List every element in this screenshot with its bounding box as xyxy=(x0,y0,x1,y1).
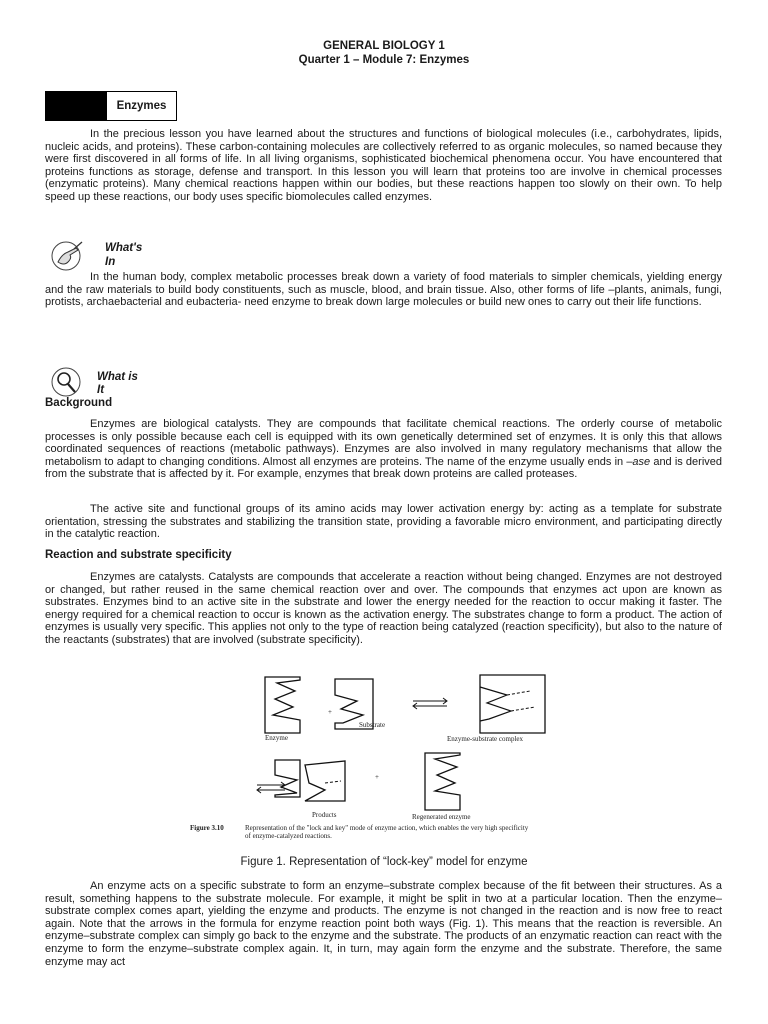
whats-in-paragraph: In the human body, complex metabolic processes break down a variety of food materials to simpler chemicals, yielding energy and the raw materials to build body constituents, such as muscle, blood, and brain tissue. Also, other forms of life –plants, animals, fungi, protists, archaebacterial and eubacteria- need enzyme to break down large molecules or build new ones to carry out their life functions. xyxy=(45,271,722,309)
what-is-it-heading-line1: What is xyxy=(97,371,138,383)
figure-caption: Figure 1. Representation of “lock-key” model for enzyme xyxy=(240,856,528,868)
what-is-it-heading-line2: It xyxy=(97,384,105,396)
banner-black-block xyxy=(45,91,106,121)
document-title: GENERAL BIOLOGY 1 xyxy=(323,40,445,52)
magnifier-icon xyxy=(50,366,88,396)
label-complex: Enzyme-substrate complex xyxy=(447,735,524,743)
banner-label: Enzymes xyxy=(116,100,167,112)
bg-p1-text-a: Enzymes are biological catalysts. They are compounds that facilitate chemical reactions. The orderly course of metabolic processes is only possible because each cell is equipped with its own genetically determined set of enzymes. It is only this that allows coordinated sequences of reactions (metabolic pathways). Enzymes are also involved in many regulatory mechanisms that allow the metabolism to adapt to changing conditions. Almost all enzymes are proteins. The name of the enzyme usually ends in xyxy=(45,418,722,468)
hand-writing-icon xyxy=(50,240,88,270)
product-1 xyxy=(275,760,300,797)
complex-bonds xyxy=(507,691,535,711)
background-paragraph-2: The active site and functional groups of its amino acids may lower activation energy by: acting as a template for substrate orientation, stressing the substrates and stabilizing the transition state, providing a favorable micro environment, and participating directly in the catalytic reaction. xyxy=(45,503,722,541)
whats-in-heading-line2: In xyxy=(105,256,116,268)
lock-key-figure xyxy=(185,665,625,845)
closing-paragraph: An enzyme acts on a specific substrate to form an enzyme–substrate complex because of the fit between their structures. As a result, something happens to the substrate molecule. For example, it might be split in two at a particular location. Then the enzyme–substrate complex comes apart, yielding the enzyme and products. The enzyme is not changed in the reaction and is now free to react again. Note that the arrows in the formula for enzyme reaction point both ways (Fig. 1). This means that the reaction is reversible. An enzyme–substrate complex can simply go back to the enzyme and the substrate. The products of an enzymatic reaction can react with the enzyme to form the enzyme–substrate complex again. It, in turn, may again form the enzyme and the substrate. Therefore, the same enzyme may act xyxy=(45,880,722,968)
bg-p1-text-b: and is derived from the substrate that is affected by it. For example, enzymes that break down proteins are called proteases. xyxy=(45,455,723,481)
label-plus-2: + xyxy=(375,773,379,781)
book-caption-line1: Representation of the "lock and key" mode of enzyme action, which enables the very high specificity xyxy=(245,824,529,832)
label-enzyme: Enzyme xyxy=(265,734,288,742)
complex-interface xyxy=(480,687,511,721)
book-caption-number: Figure 3.10 xyxy=(190,824,224,832)
document-subtitle: Quarter 1 – Module 7: Enzymes xyxy=(298,54,470,66)
enzyme-shape xyxy=(265,677,300,733)
label-substrate: Substrate xyxy=(359,721,386,729)
section-banner xyxy=(45,91,177,121)
book-caption-line2: of enzyme-catalyzed reactions. xyxy=(245,832,332,840)
product-2 xyxy=(305,761,345,801)
specificity-paragraph: Enzymes are catalysts. Catalysts are compounds that accelerate a reaction without being changed. Enzymes are not destroyed or changed, but rather reused in the same chemical reaction over and over. The compounds that enzymes act upon are known as substrates. Enzymes bind to an active site in the substrate and lower the energy needed for the reaction to occur making it faster. The energy required for a chemical reaction to occur is known as the activation energy. The substrates change to form a product. The action of enzymes is usually very specific. This applies not only to the type of reaction being catalyzed (reaction specificity), but also to the nature of the reactants (substrates) that are involved (substrate specificity). xyxy=(45,571,722,646)
label-regenerated: Regenerated enzyme xyxy=(412,813,471,821)
background-heading: Background xyxy=(45,397,113,409)
bg-p1-suffix: –ase xyxy=(626,455,651,468)
banner-label-box xyxy=(106,91,177,121)
regenerated-enzyme-shape xyxy=(425,753,460,810)
whats-in-heading-line1: What's xyxy=(105,242,143,254)
product-bond xyxy=(325,781,341,783)
label-products: Products xyxy=(312,811,337,819)
lock-key-diagram xyxy=(185,665,625,845)
label-plus-1: + xyxy=(328,708,332,716)
intro-paragraph: In the precious lesson you have learned about the structures and functions of biological molecules (i.e., carbohydrates, lipids, nucleic acids, and proteins). These carbon-containing molecules are collectively referred to as organic molecules, so named because they were first discovered in all forms of life. In all living organisms, sophisticated biochemical phenomena occur. You have encountered that proteins functions as storage, defense and transport. In this lesson you will learn that proteins too are involve in chemical processes (enzymatic proteins). Many chemical reactions happen within our bodies, but these reactions happen too slowly on their own. To help speed up these reactions, our body uses specific biomolecules called enzymes. xyxy=(45,128,722,203)
specificity-heading: Reaction and substrate specificity xyxy=(45,549,232,561)
background-paragraph-1 xyxy=(45,418,722,481)
